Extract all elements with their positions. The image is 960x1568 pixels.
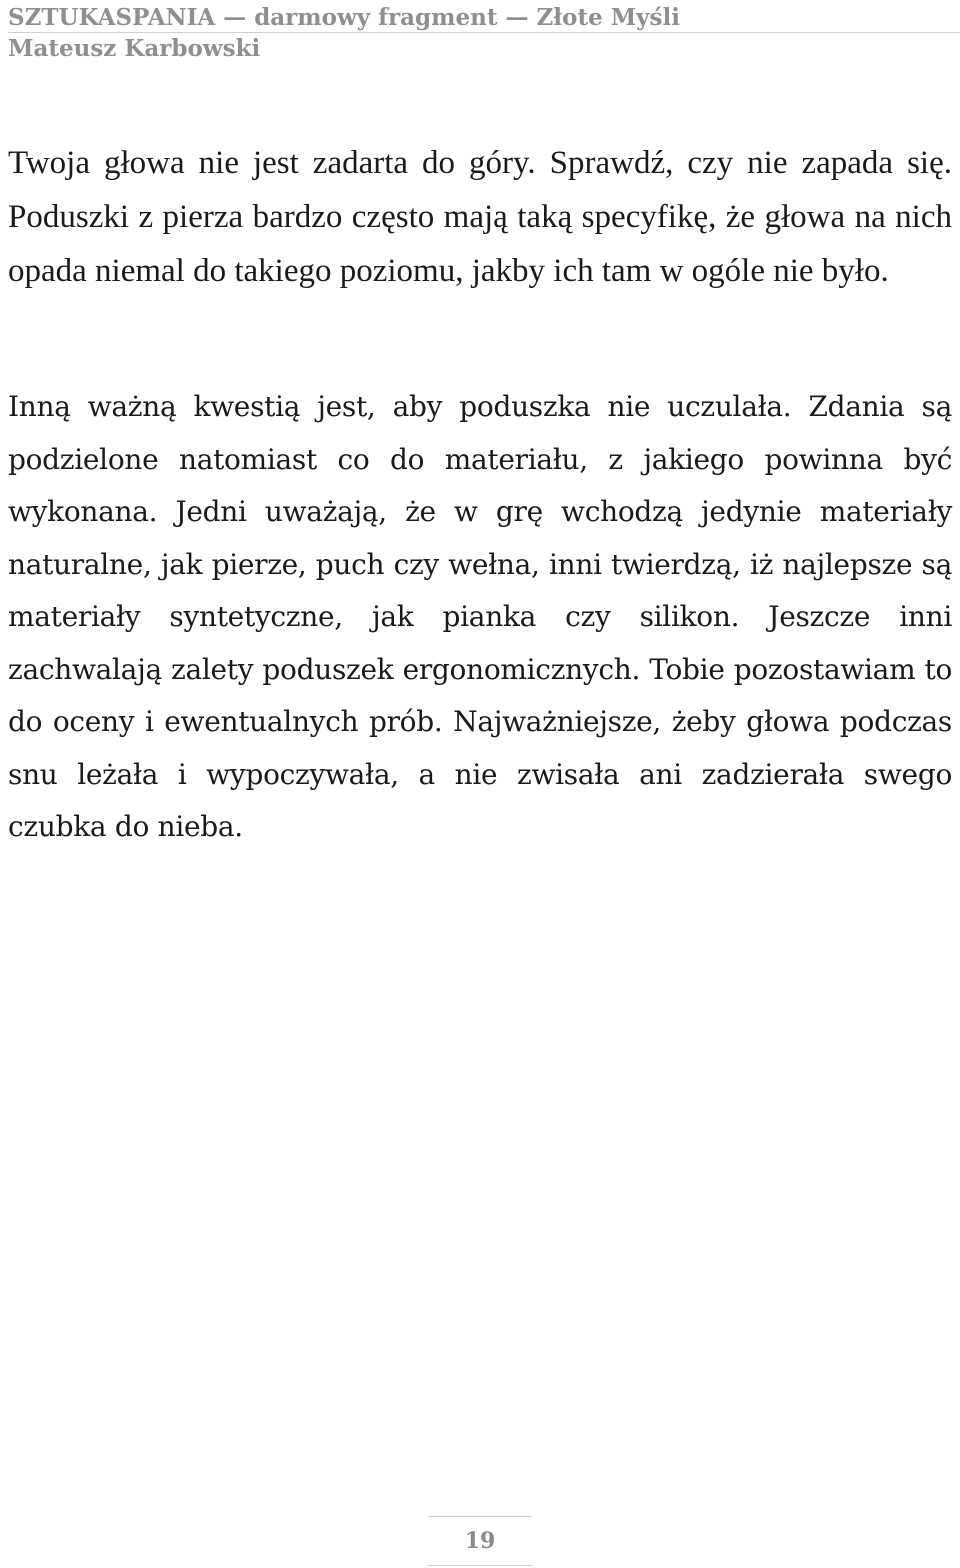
header-title: SZTUKASPANIA — darmowy fragment — Złote Myśli (8, 4, 680, 31)
page-footer (428, 1516, 532, 1566)
page-number: 19 (464, 1528, 496, 1554)
header-divider (8, 32, 960, 33)
body-paragraph-2: Inną ważną kwestią jest, aby poduszka nie uczulała. Zdania są podzielone natomiast co do materiału, z jakiego powinna być wykonana. Jedni uważają, że w grę wchodzą jedynie materiały naturalne, jak pierze, puch czy wełna, inni twierdzą, iż najlepsze są materiały syntetyczne, jak pianka czy silikon. Jeszcze inni zachwalają zalety poduszek ergonomicznych. Tobie pozostawiam to do oceny i ewentualnych prób. Najważniejsze, żeby głowa podczas snu leżała i wypoczywała, a nie zwisała ani zadzierała swego czubka do nieba. (8, 390, 952, 843)
body-paragraph-1: Twoja głowa nie jest zadarta do góry. Sprawdź, czy nie zapada się. Poduszki z pierza bardzo często mają taką specyfikę, że głowa na nich opada niemal do takiego poziomu, jakby ich tam w ogóle nie było. (8, 145, 952, 289)
running-header (8, 2, 952, 64)
header-author: Mateusz Karbowski (8, 35, 261, 62)
